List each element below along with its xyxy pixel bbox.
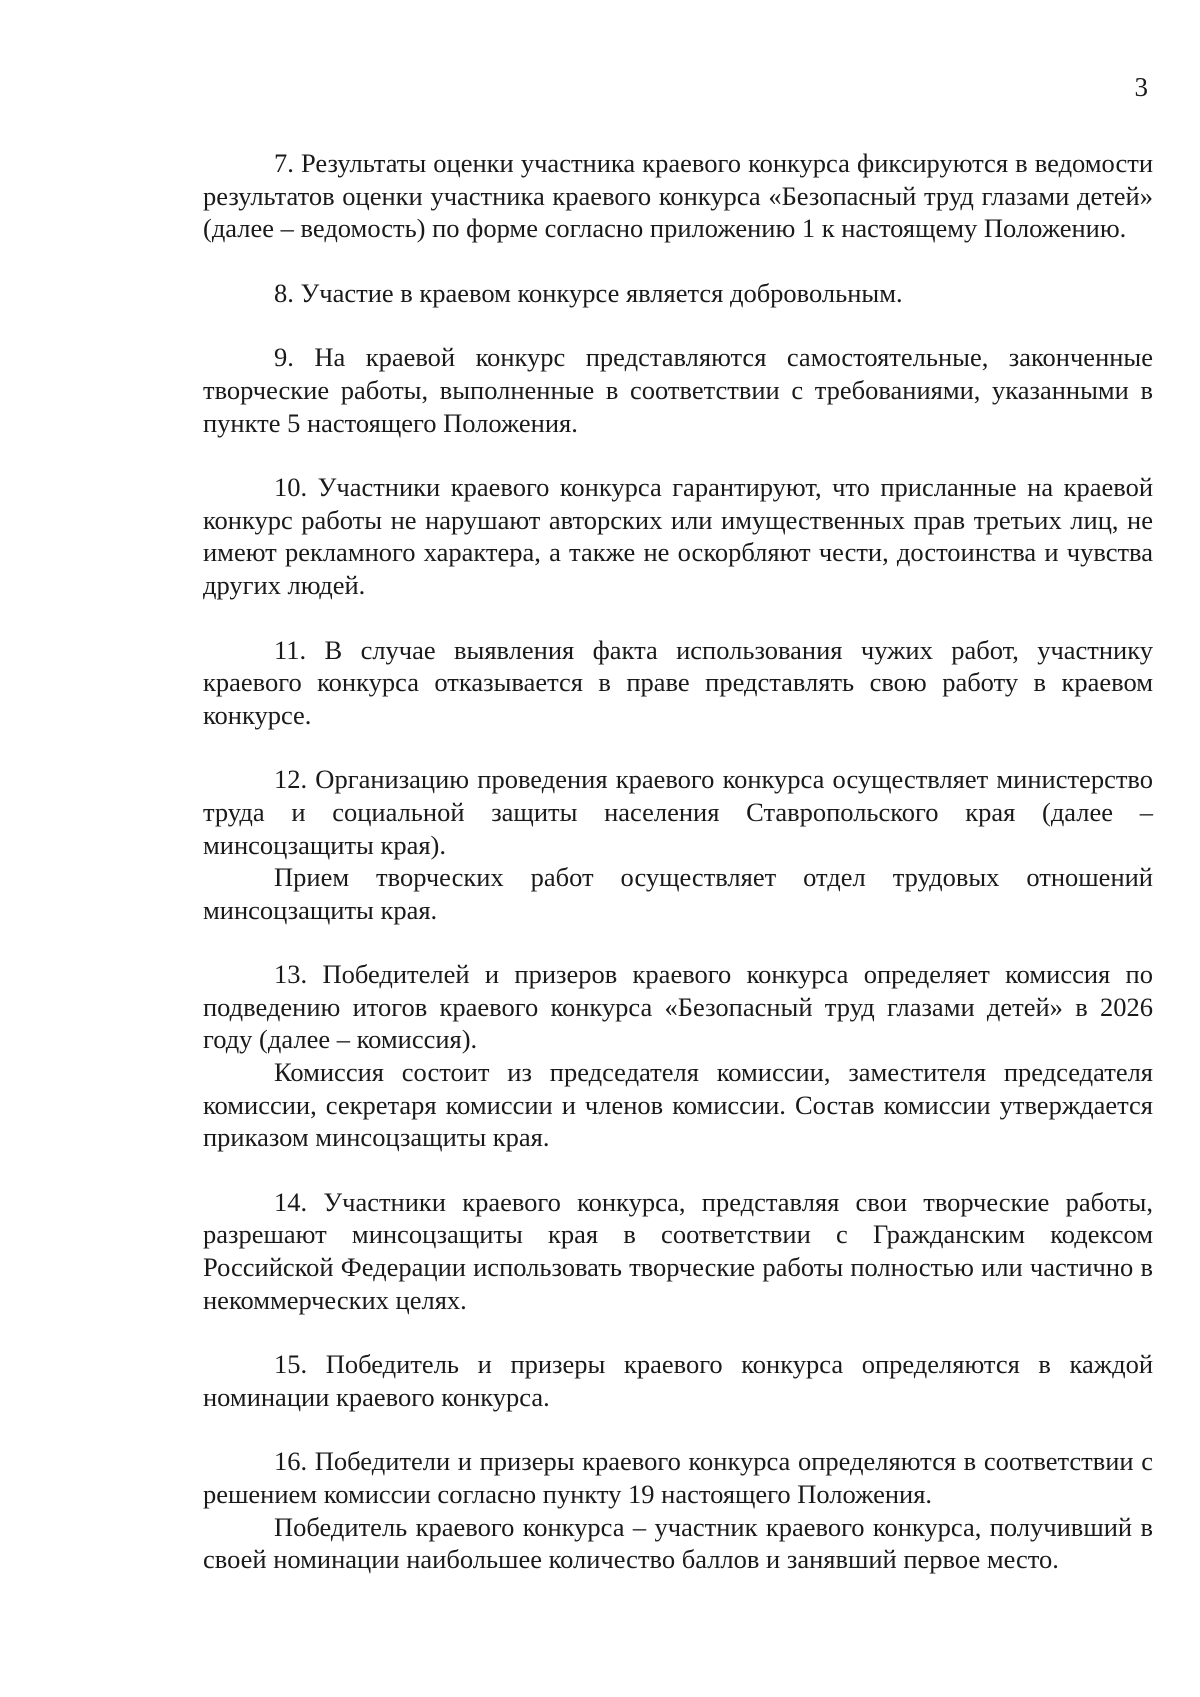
paragraph-8: 8. Участие в краевом конкурсе является добровольным. — [274, 277, 903, 308]
paragraph-10: 10. Участники краевого конкурса гарантируют, что присланные на краевой конкурс работы не нарушают авторских или имущественных прав третьих лиц, не имеют рекламного характера, а также не оскорбляют чести, достоинства и чувства других людей. — [203, 472, 1153, 600]
paragraph-12-continuation: Прием творческих работ осуществляет отдел трудовых отношений минсоцзащиты края. — [203, 862, 1153, 925]
paragraph-13-continuation: Комиссия состоит из председателя комиссии, заместителя председателя комиссии, секретаря комиссии и членов комиссии. Состав комиссии утверждается приказом минсоцзащиты края. — [203, 1057, 1153, 1153]
paragraph-16: 16. Победители и призеры краевого конкурса определяются в соответствии с решением комиссии согласно пункту 19 настоящего Положения. — [203, 1446, 1153, 1509]
paragraph-13: 13. Победителей и призеров краевого конкурса определяет комиссия по подведению итогов краевого конкурса «Безопасный труд глазами детей» в 2026 году (далее – комиссия). — [203, 959, 1153, 1055]
paragraph-7: 7. Результаты оценки участника краевого конкурса фиксируются в ведомости результатов оценки участника краевого конкурса «Безопасный труд глазами детей» (далее – ведомость) по форме согласно приложению 1 к настоящему Положению. — [203, 148, 1153, 244]
paragraph-16-continuation: Победитель краевого конкурса – участник краевого конкурса, получивший в своей номинации наибольшее количество баллов и занявший первое место. — [203, 1511, 1153, 1575]
paragraph-12: 12. Организацию проведения краевого конкурса осуществляет министерство труда и социальной защиты населения Ставропольского края (далее – минсоцзащиты края). — [203, 764, 1153, 860]
paragraph-9: 9. На краевой конкурс представляются самостоятельные, законченные творческие работы, выполненные в соответствии с требованиями, указанными в пункте 5 настоящего Положения. — [203, 342, 1153, 438]
page-number: 3 — [1134, 72, 1148, 102]
document-body — [203, 147, 1153, 1576]
paragraph-14: 14. Участники краевого конкурса, представляя свои творческие работы, разрешают минсоцзащиты края в соответствии с Гражданским кодексом Российской Федерации использовать творческие работы полностью или частично в некоммерческих целях. — [203, 1186, 1153, 1315]
paragraph-11: 11. В случае выявления факта использования чужих работ, участнику краевого конкурса отказывается в праве представлять свою работу в краевом конкурсе. — [203, 634, 1153, 730]
paragraph-15: 15. Победитель и призеры краевого конкурса определяются в каждой номинации краевого конкурса. — [203, 1349, 1153, 1412]
